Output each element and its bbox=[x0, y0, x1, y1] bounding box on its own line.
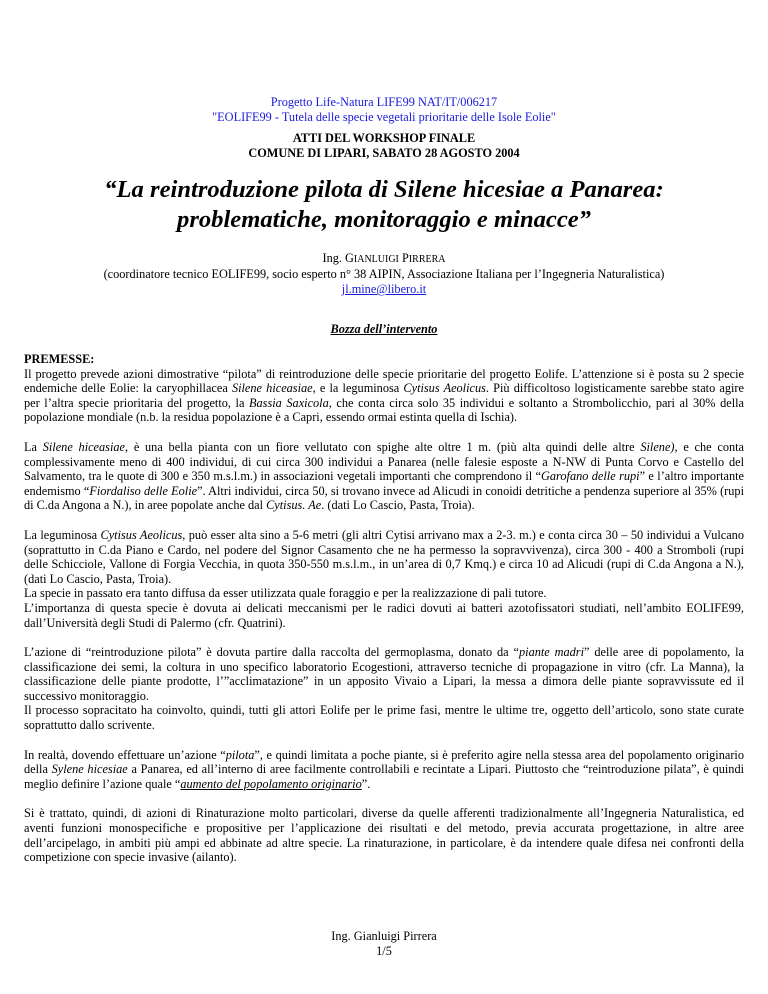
paragraph-silene: La Silene hiceasiae, è una bella pianta con un fiore vellutato con spighe alte oltre 1 m. (più alta quindi delle altre Silene), e che conta complessivamente meno di 400 individui, di cui circa 300 individui a Panarea (nelle falesie esposte a N-NW di Punta Corvo e Castello del Salvamento, tra le quote di 300 e 350 m.s.l.m.) in associazioni vegetali importanti che comprendono il “Garofano delle rupi” e l’altro importante endemismo “Fiordaliso delle Eolie”. Altri individui, circa 50, si trovano invece ad Alicudi in conoidi detritiche a pendenza superiore al 35% (rupi di C.da Angona a N.), in aree popolate anche dal Cytisus. Ae. (dati Lo Cascio, Pasta, Troia). bbox=[24, 439, 745, 513]
page-number: 1/5 bbox=[376, 944, 392, 958]
workshop-title: ATTI DEL WORKSHOP FINALE bbox=[292, 131, 476, 145]
workshop-date: COMUNE DI LIPARI, SABATO 28 AGOSTO 2004 bbox=[248, 146, 520, 160]
paragraph-cytisus: La leguminosa Cytisus Aeolicus, può esser alta sino a 5-6 metri (gli altri Cytisi arrivano max a 2-3. m.) e conta circa 30 – 50 individui a Vulcano (soprattutto in C.da Piano e Cardo, nel podere del Signor Casamento che ne ha permesso la sopravvivenza), circa 300 - 400 a Stromboli (rupi delle Schicciole, Vallone di Forgia Vecchia, in quota 350-550 m.s.l.m., in un’area di 0,7 Kmq.) e circa 10 ad Alicudi (rupi di C.da Angona a N.), (dati Lo Cascio, Pasta, Troia). La specie in passato era tanto diffusa da esser utilizzata quale foraggio e per la realizzazione di pali tutore. L’importanza di questa specie è dovuta ai delicati meccanismi per le radici dovuti ai batteri azotofissatori studiati, nell’ambito EOLIFE99, dall’Università degli Studi di Palermo (cfr. Quatrini). bbox=[24, 527, 744, 630]
author-name: Ing. GIANLUIGI PIRRERA bbox=[322, 251, 446, 265]
paragraph-pilota: In realtà, dovendo effettuare un’azione “pilota”, e quindi limitata a poche piante, si è preferito agire nella stessa area del popolamento originario della Sylene hicesiae a Panarea, ed all’interno di aree facilmente controllabili e recintate a Lipari. Piuttosto che “reintroduzione pilata”, è quindi meglio definire l’azione quale “aumento del popolamento originario”. bbox=[24, 747, 745, 791]
project-title: "EOLIFE99 - Tutela delle specie vegetali prioritarie delle Isole Eolie" bbox=[212, 110, 556, 124]
title-line-1: “La reintroduzione pilota di Silene hicesiae a Panarea: bbox=[104, 176, 664, 203]
paragraph-rinaturazione: Si è trattato, quindi, di azioni di Rinaturazione molto particolari, diverse da quelle afferenti tradizionalmente all’Ingegneria Naturalistica, ed aventi funzioni monospecifiche e propositive per l’applicazione dei risultati e del metodo, previa accurata progettazione, in altre aree dell’arcipelago, in ambiti più ampi ed abbinate ad altre specie. La rinaturazione, in particolare, è da intendere quale difesa nei confronti della competizione con specie invasive (ailanto). bbox=[24, 806, 744, 865]
premesse-heading: PREMESSE: bbox=[24, 352, 95, 366]
page-footer bbox=[0, 929, 768, 959]
draft-subtitle: Bozza dell’intervento bbox=[330, 322, 438, 336]
paragraph-azione: L’azione di “reintroduzione pilota” è dovuta partire dalla raccolta del germoplasma, donato da “piante madri” delle aree di popolamento, la classificazione dei semi, la coltura in uno specifico laboratorio Ecogestioni, attraverso tecniche di propagazione in vitro (cfr. La Manna), la classificazione delle piante prodotte, l’”acclimatazione” in un apposito Vivaio a Lipari, la messa a dimora delle piante sopravvissute ed il successivo monitoraggio. Il processo sopracitato ha coinvolto, quindi, tutti gli attori Eolife per le prime fasi, mentre le ultime tre, oggetto dell’articolo, sono state curate soprattutto dallo scrivente. bbox=[24, 645, 744, 733]
author-affiliation: (coordinatore tecnico EOLIFE99, socio esperto n° 38 AIPIN, Associazione Italiana per l’Ingegneria Naturalistica) bbox=[103, 267, 665, 281]
document-body bbox=[24, 352, 744, 880]
subtitle-block bbox=[0, 320, 768, 338]
paragraph-premesse: PREMESSE: Il progetto prevede azioni dimostrative “pilota” di reintroduzione delle specie prioritarie del progetto Eolife. L’attenzione si è posta su 2 specie endemiche delle Eolie: la caryophillacea Silene hiceasiae, e la leguminosa Cytisus Aeolicus. Più difficoltoso logisticamente sarebbe stato agire per l’altra specie prioritaria del progetto, la Bassia Saxicola, che conta circa solo 35 individui e soltanto a Strombolicchio, pari al 30% della popolazione mondiale (n.b. la residua popolazione è a Capri, essendo ormai estinta quella di Ischia). bbox=[24, 352, 745, 425]
project-code: Progetto Life-Natura LIFE99 NAT/IT/006217 bbox=[270, 95, 498, 109]
footer-author: Ing. Gianluigi Pirrera bbox=[331, 929, 437, 943]
title-line-2: problematiche, monitoraggio e minacce” bbox=[177, 206, 591, 233]
workshop-header bbox=[0, 131, 768, 161]
author-block bbox=[0, 251, 768, 297]
paper-title bbox=[0, 175, 768, 235]
project-header bbox=[0, 95, 768, 125]
author-email-link[interactable]: jl.mine@libero.it bbox=[341, 282, 427, 296]
